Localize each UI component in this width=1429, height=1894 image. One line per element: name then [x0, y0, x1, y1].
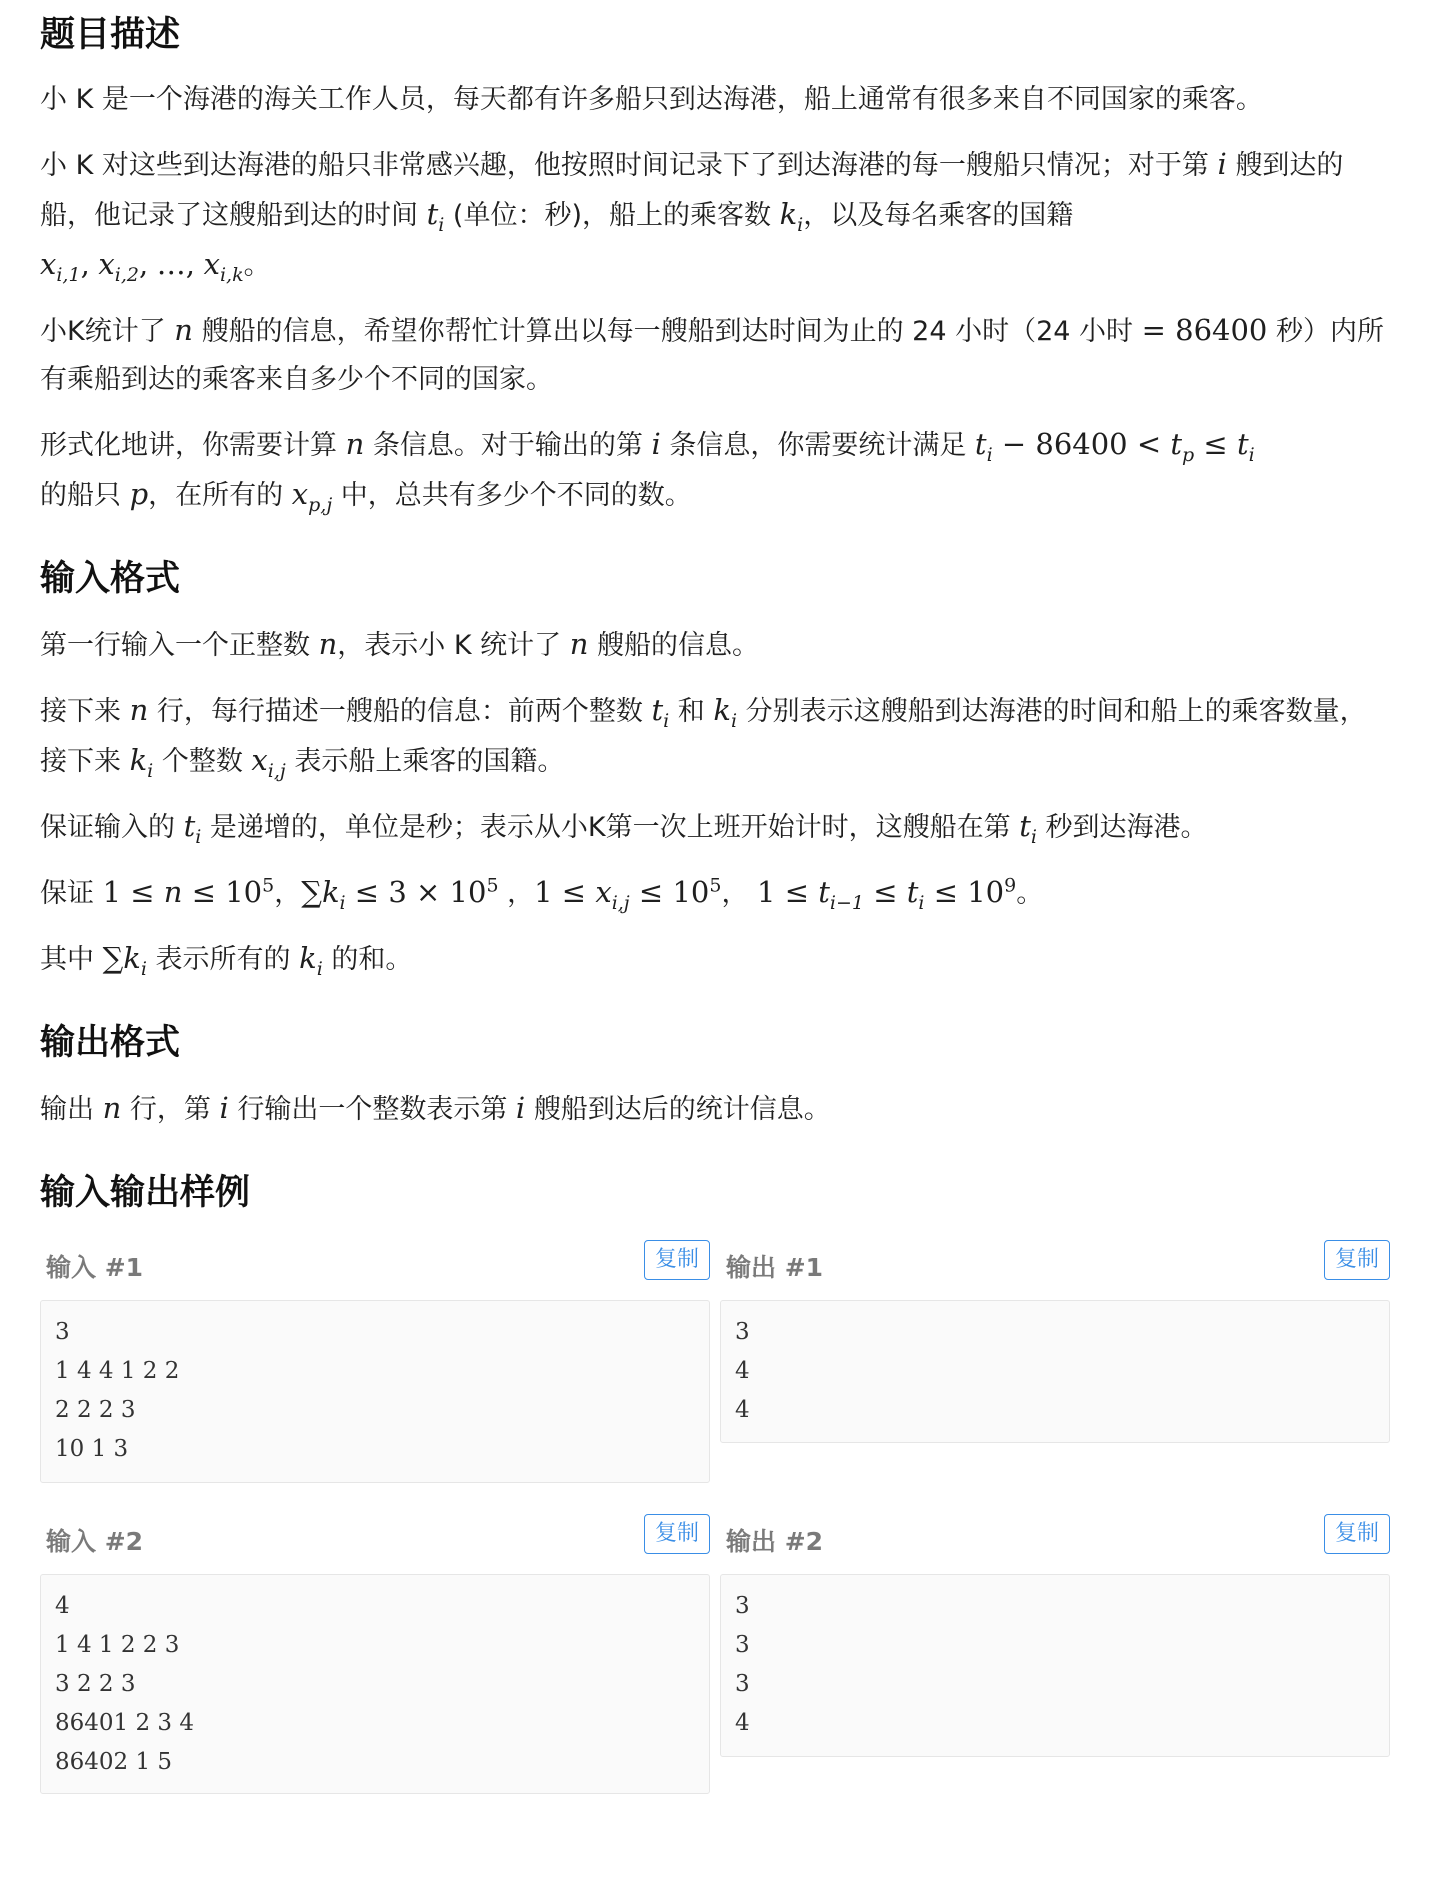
sample-output-1 [720, 1240, 1390, 1443]
samples-grid [40, 1240, 1389, 1830]
desc-paragraph-1: 小 K 是一个海港的海关工作人员，每天都有许多船只到达海港，船上通常有很多来自不同国家的乘客。 [40, 84, 1263, 115]
heading-output-format: 输出格式 [40, 1023, 181, 1063]
sample-content: 3 3 3 4 [720, 1574, 1390, 1757]
sample-title: 输出 #1 [726, 1253, 824, 1282]
input-format-section [40, 620, 1389, 984]
heading-samples: 输入输出样例 [40, 1173, 251, 1213]
input-paragraph-4: 保证 $1 \le n \le 10^5$，$\sum k_i \le 3 \times 10^5$ ，$1 \le x_{i,j} \le 10^5$， $1 \le t_{i-1} \le t_i \le 10^9$。 [40, 874, 1044, 914]
sample-input-2 [40, 1514, 710, 1794]
sample-title: 输入 #2 [46, 1527, 144, 1556]
copy-button[interactable]: 复制 [644, 1514, 710, 1554]
copy-button[interactable]: 复制 [644, 1240, 710, 1280]
copy-button[interactable]: 复制 [1324, 1514, 1390, 1554]
sample-title: 输出 #2 [726, 1527, 824, 1556]
output-paragraph-1: 输出 n 行，第 i 行输出一个整数表示第 i 艘船到达后的统计信息。 [40, 1091, 831, 1125]
desc-paragraph-4: 形式化地讲，你需要计算 n 条信息。对于输出的第 i 条信息，你需要统计满足 $t_i - 86400 < t_p \le t_i$ 的船只 p，在所有的 $x_{p,j}$ 中，总共有多少个不同的数。 [40, 427, 1255, 516]
copy-button[interactable]: 复制 [1324, 1240, 1390, 1280]
input-paragraph-1: 第一行输入一个正整数 n，表示小 K 统计了 n 艘船的信息。 [40, 627, 760, 661]
input-paragraph-2: 接下来 n 行，每行描述一艘船的信息：前两个整数 $t_i$ 和 $k_i$ 分别表示这艘船到达海港的时间和船上的乘客数量，接下来 $k_i$ 个整数 $x_{i,j}$ 表示船上乘客的国籍。 [40, 693, 1367, 782]
sample-content: 3 4 4 [720, 1300, 1390, 1443]
heading-input-format: 输入格式 [40, 559, 181, 599]
heading-description: 题目描述 [40, 15, 181, 55]
desc-paragraph-3: 小K统计了 n 艘船的信息，希望你帮忙计算出以每一艘船到达时间为止的 24 小时（24 小时 = 86400 秒）内所有乘船到达的乘客来自多少个不同的国家。 [40, 313, 1384, 395]
input-paragraph-3: 保证输入的 $t_i$ 是递增的，单位是秒；表示从小K第一次上班开始计时，这艘船在第 $t_i$ 秒到达海港。 [40, 809, 1208, 848]
sample-content: 4 1 4 1 2 2 3 3 2 2 3 86401 2 3 4 86402 1 5 [40, 1574, 710, 1794]
input-paragraph-5: 其中 $\sum k_i$ 表示所有的 $k_i$ 的和。 [40, 941, 413, 980]
sample-input-1 [40, 1240, 710, 1483]
description-section [40, 76, 1389, 520]
sample-output-2 [720, 1514, 1390, 1757]
desc-paragraph-2: 小 K 对这些到达海港的船只非常感兴趣，他按照时间记录下了到达海港的每一艘船只情况；对于第 i 艘到达的船，他记录了这艘船到达的时间 $t_i$ (单位：秒)，船上的乘客数 $k_i$，以及每名乘客的国籍 $x_{i,1}$, $x_{i,2}$, …, $x_{i,k}$。 [40, 147, 1344, 286]
sample-title: 输入 #1 [46, 1253, 144, 1282]
sample-content: 3 1 4 4 1 2 2 2 2 2 3 10 1 3 [40, 1300, 710, 1483]
output-format-section [40, 1084, 1389, 1134]
